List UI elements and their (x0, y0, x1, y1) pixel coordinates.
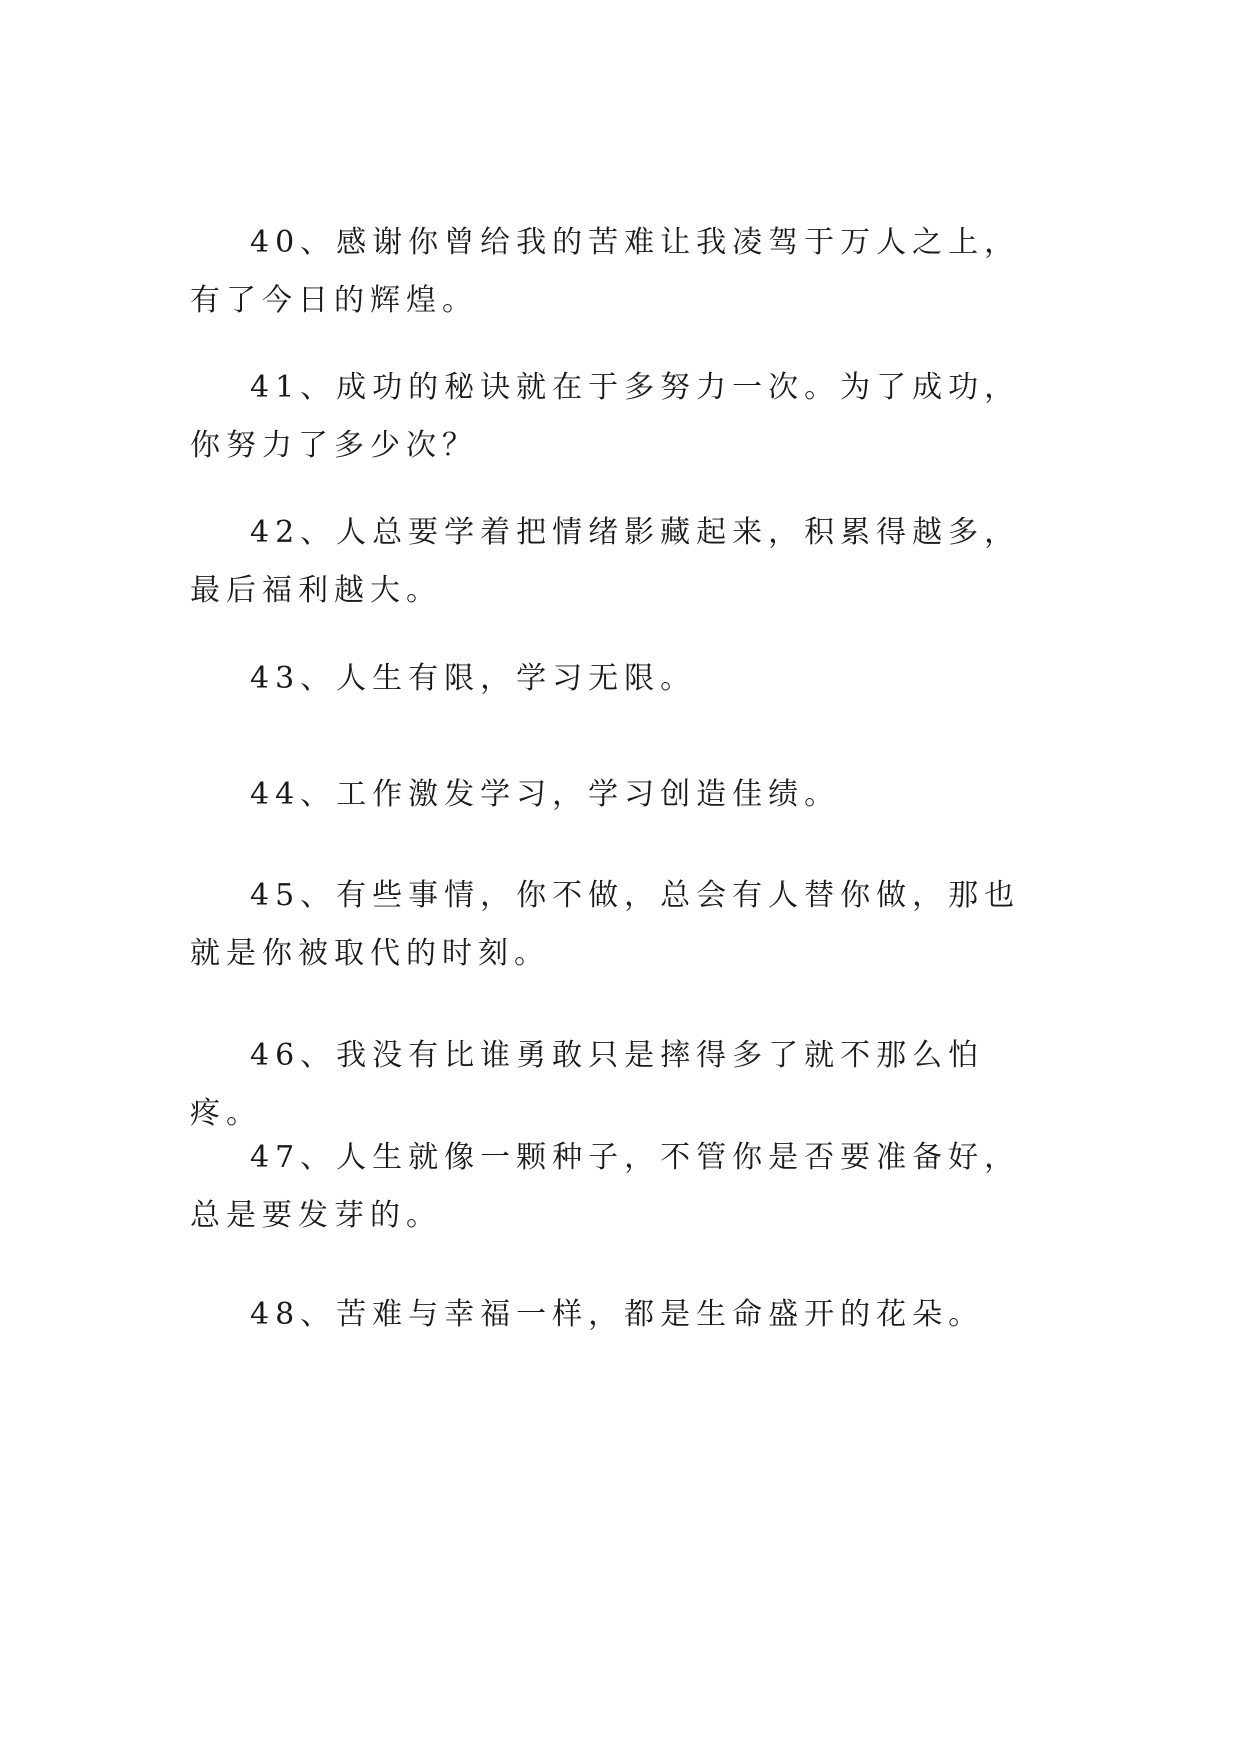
paragraph-42: 42、人总要学着把情绪影藏起来，积累得越多，最后福利越大。 (190, 515, 1021, 608)
paragraph-41: 41、成功的秘诀就在于多努力一次。为了成功，你努力了多少次？ (190, 370, 1021, 463)
paragraph-45: 45、有些事情，你不做，总会有人替你做，那也就是你被取代的时刻。 (190, 878, 1021, 971)
paragraph-40: 40、感谢你曾给我的苦难让我凌驾于万人之上，有了今日的辉煌。 (190, 225, 1021, 318)
paragraph-43: 43、人生有限，学习无限。 (250, 661, 697, 696)
paragraph-48: 48、苦难与幸福一样，都是生命盛开的花朵。 (250, 1297, 985, 1332)
paragraph-47: 47、人生就像一颗种子，不管你是否要准备好，总是要发芽的。 (190, 1140, 1021, 1233)
paragraph-44: 44、工作激发学习，学习创造佳绩。 (250, 777, 841, 812)
paragraph-46: 46、我没有比谁勇敢只是摔得多了就不那么怕疼。 (190, 1038, 985, 1131)
